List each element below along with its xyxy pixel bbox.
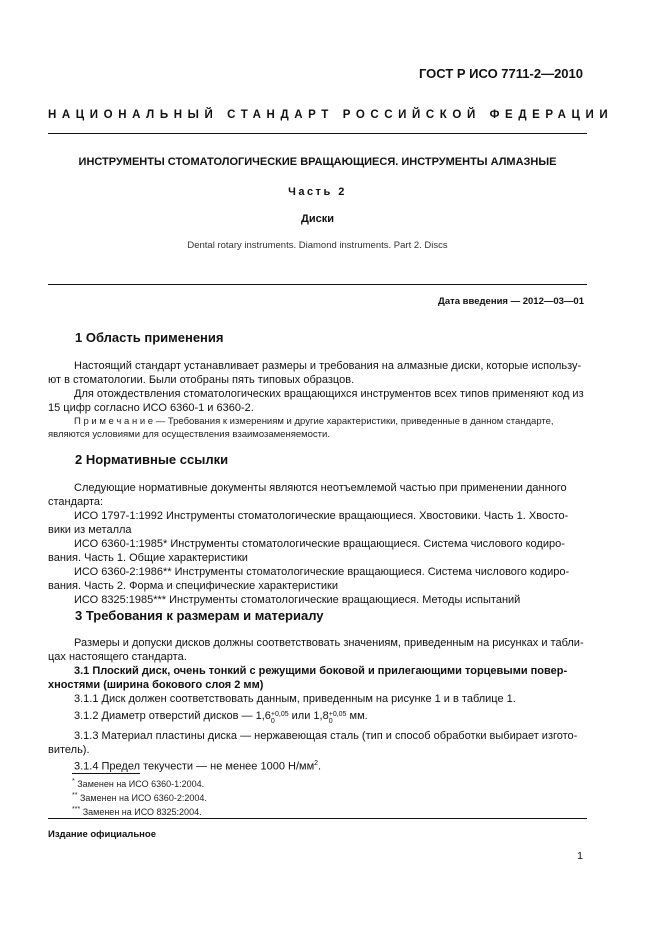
national-standard-banner: НАЦИОНАЛЬНЫЙ СТАНДАРТ РОССИЙСКОЙ ФЕДЕРАЦИИ	[48, 109, 614, 121]
title-rule	[48, 284, 587, 285]
text-line: вания. Часть 2. Форма и специфические характеристики	[48, 580, 338, 592]
clause-3-1-3: 3.1.3 Материал пластины диска — нержавеющая сталь (тип и способ обработки выбирает изгото-	[74, 730, 578, 742]
section-3-body	[48, 636, 584, 774]
text-line: вики из металла	[48, 524, 132, 536]
reference-line: ИСО 6360-2:1986** Инструменты стоматологические вращающиеся. Система числового кодиро-	[74, 566, 570, 578]
text-line: стандарта:	[48, 496, 104, 508]
clause-3-1-4: 3.1.4 Предел текучести — не менее 1000 $Н/мм^2$.	[74, 760, 322, 773]
text-line: Размеры и допуски дисков должны соответствовать значениям, приведенным на рисунках и табли-	[74, 637, 584, 649]
effective-date: Дата введения — 2012—03—01	[438, 296, 584, 307]
footer-rule	[48, 818, 587, 819]
top-rule	[48, 133, 587, 134]
note-line: являются условиями для осуществления взаимозаменяемости.	[48, 429, 330, 440]
official-edition-label: Издание официальное	[48, 829, 156, 840]
english-title: Dental rotary instruments. Diamond instruments. Part 2. Discs	[187, 240, 448, 251]
text-line: цах настоящего стандарта.	[48, 651, 187, 663]
text-line: вания. Часть 1. Общие характеристики	[48, 552, 248, 564]
subsection-heading: 3.1 Плоский диск, очень тонкий с режущими боковой и прилегающими торцевыми повер-	[74, 665, 568, 677]
section-2-body	[48, 481, 584, 607]
text-line: Для отождествления стоматологических вращающихся инструментов всех типов применяют код из	[74, 388, 584, 400]
page-number: 1	[577, 850, 583, 862]
footnote-2: ** Заменен на ИСО 6360-2:2004.	[72, 792, 207, 803]
clause-3-1-1: 3.1.1 Диск должен соответствовать данным, приведенным на рисунке 1 и в таблице 1.	[74, 693, 516, 705]
subsection-heading: хностями (ширина бокового слоя 2 мм)	[48, 679, 264, 691]
clause-3-1-2: 3.1.2 Диаметр отверстий дисков — 1,6 +0,05 0 или 1,8 +0,05 0 мм.	[74, 710, 368, 725]
text-line: ют в стоматологии. Были отобраны пять типовых образцов.	[48, 374, 355, 386]
text-line: витель).	[48, 744, 90, 756]
text-line: Настоящий стандарт устанавливает размеры и требования на алмазные диски, которые использу-	[74, 360, 582, 372]
text-line: 15 цифр согласно ИСО 6360-1 и 6360-2.	[48, 402, 254, 414]
section-1-body	[48, 359, 584, 415]
footnote-3: *** Заменен на ИСО 8325:2004.	[72, 806, 202, 817]
footnotes	[72, 776, 207, 818]
document-code: ГОСТ Р ИСО 7711-2—2010	[418, 66, 583, 81]
document-title: ИНСТРУМЕНТЫ СТОМАТОЛОГИЧЕСКИЕ ВРАЩАЮЩИЕСЯ. ИНСТРУМЕНТЫ АЛМАЗНЫЕ	[78, 156, 557, 168]
reference-line: ИСО 1797-1:1992 Инструменты стоматологические вращающиеся. Хвостовики. Часть 1. Хвосто-	[74, 510, 569, 522]
reference-line: ИСО 6360-1:1985* Инструменты стоматологические вращающиеся. Система числового кодиро-	[74, 538, 565, 550]
section-2-heading: 2 Нормативные ссылки	[75, 452, 229, 467]
part-label: Часть 2	[288, 186, 347, 198]
footnote-1: * Заменен на ИСО 6360-1:2004.	[72, 778, 205, 789]
text-line: Следующие нормативные документы являются неотъемлемой частью при применении данного	[74, 482, 567, 494]
document-subtitle: Диски	[301, 213, 334, 225]
reference-line: ИСО 8325:1985*** Инструменты стоматологические вращающиеся. Методы испытаний	[74, 594, 521, 606]
section-1-heading: 1 Область применения	[75, 330, 224, 345]
section-1-note	[48, 415, 584, 441]
note-line: П р и м е ч а н и е — Требования к измерениям и другие характеристики, приведенные в данном стандарте,	[74, 416, 554, 427]
footnote-rule	[72, 773, 140, 774]
section-3-heading: 3 Требования к размерам и материалу	[75, 608, 324, 623]
